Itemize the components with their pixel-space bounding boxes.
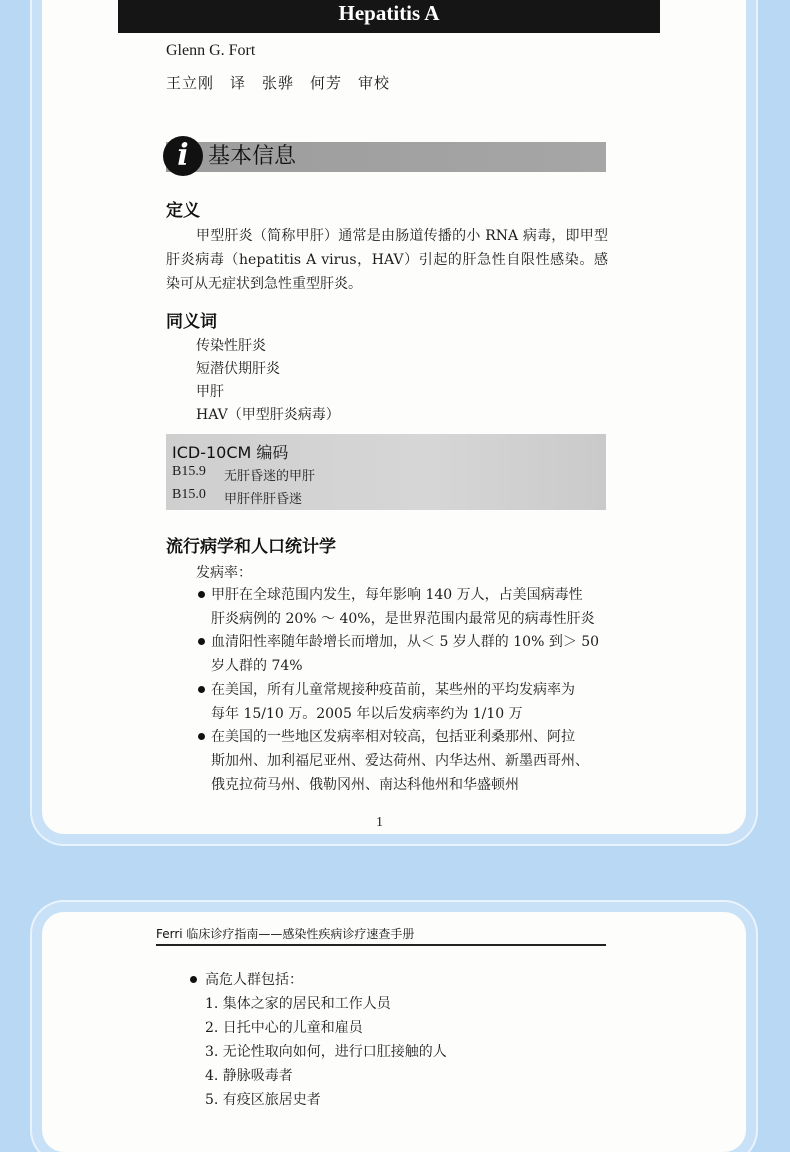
incidence-subheading: 发病率： [196, 565, 252, 581]
icd-description: 甲肝伴肝昏迷 [224, 492, 303, 507]
synonyms-heading: 同义词 [166, 312, 217, 332]
header-rule [156, 944, 606, 946]
page-number: 1 [376, 815, 383, 830]
risk-group-heading: 高危人群包括： [205, 972, 303, 988]
translators: 王立刚 译 张骅 何芳 审校 [166, 74, 391, 92]
running-header: Ferri 临床诊疗指南——感染性疾病诊疗速查手册 [156, 927, 415, 941]
icd-code: B15.0 [172, 487, 206, 502]
list-item: 5. 有疫区旅居史者 [205, 1092, 321, 1108]
bullet-icon [190, 976, 197, 983]
definition-text: 甲型肝炎（简称甲肝）通常是由肠道传播的小 RNA 病毒，即甲型肝炎病毒（hepatitis A virus，HAV）引起的肝急性自限性感染。感染可从无症状到急性重型肝炎。 [166, 228, 608, 292]
list-item: 2. 日托中心的儿童和雇员 [205, 1020, 363, 1036]
bullet-line: 在美国的一些地区发病率相对较高，包括亚利桑那州、阿拉 [211, 729, 575, 745]
list-item: 1. 集体之家的居民和工作人员 [205, 996, 391, 1012]
bullet-icon [198, 591, 205, 598]
bullet-line: 在美国，所有儿童常规接种疫苗前，某些州的平均发病率为 [211, 682, 575, 698]
bullet-icon [198, 733, 205, 740]
bullet-line: 岁人群的 74% [211, 658, 303, 674]
synonym-item: 传染性肝炎 [196, 338, 266, 354]
icd-title: ICD-10CM 编码 [172, 443, 289, 462]
page-card-2 [42, 912, 746, 1152]
synonym-item: 短潜伏期肝炎 [196, 361, 280, 377]
section-title: 基本信息 [208, 144, 297, 169]
bullet-line: 每年 15/10 万。2005 年以后发病率约为 1/10 万 [211, 706, 523, 722]
list-item: 3. 无论性取向如何，进行口肛接触的人 [205, 1044, 447, 1060]
bullet-line: 血清阳性率随年龄增长而增加，从＜ 5 岁人群的 10% 到＞ 50 [211, 634, 600, 650]
definition-heading: 定义 [166, 201, 200, 221]
bullet-icon [198, 638, 205, 645]
bullet-line: 肝炎病例的 20% ～ 40%，是世界范围内最常见的病毒性肝炎 [211, 611, 595, 627]
synonym-item: HAV（甲型肝炎病毒） [196, 407, 340, 423]
synonym-item: 甲肝 [196, 384, 224, 400]
bullet-line: 俄克拉荷马州、俄勒冈州、南达科他州和华盛顿州 [211, 777, 519, 793]
bullet-icon [198, 686, 205, 693]
bullet-line: 甲肝在全球范围内发生，每年影响 140 万人，占美国病毒性 [211, 587, 583, 603]
chapter-title: Hepatitis A [118, 0, 660, 33]
icd-description: 无肝昏迷的甲肝 [224, 469, 316, 484]
info-icon: i [163, 136, 203, 176]
author: Glenn G. Fort [166, 42, 256, 59]
epidemiology-heading: 流行病学和人口统计学 [166, 537, 336, 557]
list-item: 4. 静脉吸毒者 [205, 1068, 293, 1084]
bullet-line: 斯加州、加利福尼亚州、爱达荷州、内华达州、新墨西哥州、 [211, 753, 589, 769]
icd-code: B15.9 [172, 464, 206, 479]
